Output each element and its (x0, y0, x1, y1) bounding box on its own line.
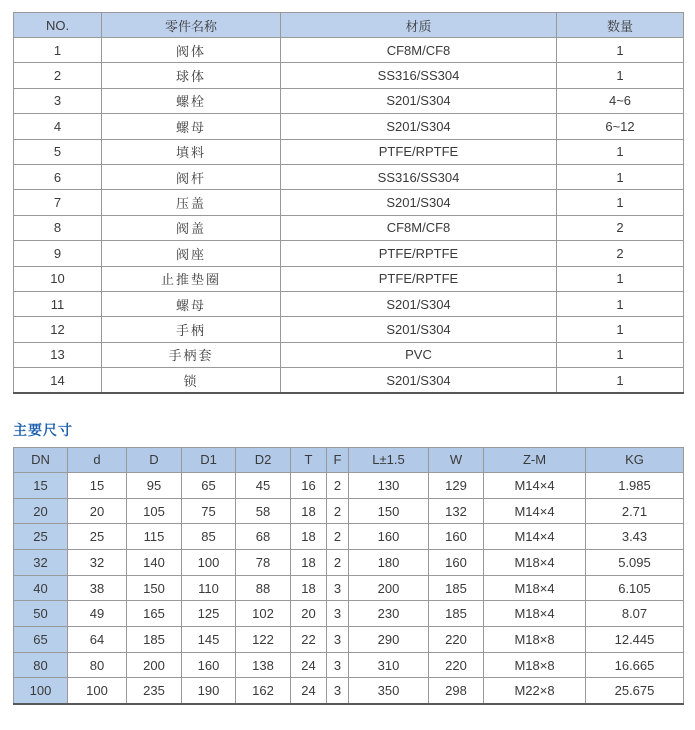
table-cell: 38 (68, 575, 127, 601)
table-cell: 3 (327, 601, 349, 627)
table-cell: 32 (68, 550, 127, 576)
table-cell: 螺栓 (102, 88, 281, 113)
table-cell: 49 (68, 601, 127, 627)
table-cell: 1 (557, 368, 684, 393)
table-cell: 32 (14, 550, 68, 576)
table-cell: 阀盖 (102, 215, 281, 240)
column-header: F (327, 447, 349, 472)
table-cell: 85 (182, 524, 236, 550)
table-cell: 100 (14, 678, 68, 704)
table-cell: 15 (68, 472, 127, 498)
table-cell: 3 (14, 88, 102, 113)
table-cell: 2 (327, 550, 349, 576)
table-row (14, 215, 684, 240)
table-cell: 140 (127, 550, 182, 576)
table-cell: M18×4 (484, 575, 586, 601)
table-cell: 9 (14, 241, 102, 266)
table-cell: SS316/SS304 (281, 63, 557, 88)
table-cell: 3 (327, 652, 349, 678)
table-cell: 162 (236, 678, 291, 704)
table-row (14, 652, 684, 678)
column-header: D2 (236, 447, 291, 472)
table-cell: 20 (291, 601, 327, 627)
table-cell: 16 (291, 472, 327, 498)
table-cell: M14×4 (484, 498, 586, 524)
table-cell: 6 (14, 164, 102, 189)
table-cell: 145 (182, 627, 236, 653)
table-row (14, 342, 684, 367)
column-header: NO. (14, 13, 102, 38)
column-header: DN (14, 447, 68, 472)
table-cell: 8.07 (586, 601, 684, 627)
table-cell: 2 (327, 498, 349, 524)
column-header: L±1.5 (349, 447, 429, 472)
table-cell: 1 (557, 38, 684, 63)
table-row (14, 164, 684, 189)
table-row (14, 190, 684, 215)
table-cell: 180 (349, 550, 429, 576)
column-header: T (291, 447, 327, 472)
table-cell: 24 (291, 652, 327, 678)
table-row (14, 678, 684, 704)
table-cell: 1 (557, 63, 684, 88)
column-header: 材质 (281, 13, 557, 38)
table-cell: 110 (182, 575, 236, 601)
table-cell: 20 (68, 498, 127, 524)
column-header: D (127, 447, 182, 472)
table-row (14, 63, 684, 88)
table-cell: 螺母 (102, 291, 281, 316)
table-cell: M18×4 (484, 550, 586, 576)
table-cell: 160 (182, 652, 236, 678)
table-cell: 4~6 (557, 88, 684, 113)
table-cell: 手柄套 (102, 342, 281, 367)
table-row (14, 627, 684, 653)
table-cell: 2 (557, 241, 684, 266)
table-cell: M14×4 (484, 472, 586, 498)
table-cell: 65 (14, 627, 68, 653)
table-row (14, 498, 684, 524)
table-cell: 20 (14, 498, 68, 524)
table-cell: M22×8 (484, 678, 586, 704)
table-cell: 298 (429, 678, 484, 704)
table-cell: 122 (236, 627, 291, 653)
table-row (14, 317, 684, 342)
table-cell: 25.675 (586, 678, 684, 704)
table-cell: 2 (327, 524, 349, 550)
table-cell: 80 (68, 652, 127, 678)
table-cell: M18×8 (484, 652, 586, 678)
column-header: D1 (182, 447, 236, 472)
table-cell: S201/S304 (281, 190, 557, 215)
table-cell: 160 (429, 524, 484, 550)
dimensions-section-title: 主要尺寸 (13, 421, 73, 438)
table-cell: 3.43 (586, 524, 684, 550)
table-cell: 58 (236, 498, 291, 524)
table-cell: 18 (291, 550, 327, 576)
table-cell: 3 (327, 627, 349, 653)
table-cell: 105 (127, 498, 182, 524)
table-cell: 200 (349, 575, 429, 601)
table-cell: 1 (557, 164, 684, 189)
table-cell: 95 (127, 472, 182, 498)
column-header: d (68, 447, 127, 472)
table-cell: 100 (68, 678, 127, 704)
table-cell: 165 (127, 601, 182, 627)
table-cell: 1 (557, 342, 684, 367)
table-row (14, 291, 684, 316)
table-cell: 22 (291, 627, 327, 653)
table-cell: 球体 (102, 63, 281, 88)
table-cell: 24 (291, 678, 327, 704)
table-row (14, 38, 684, 63)
table-cell: M14×4 (484, 524, 586, 550)
column-header: 零件名称 (102, 13, 281, 38)
header-row (14, 13, 684, 38)
table-cell: 18 (291, 498, 327, 524)
table-cell: 25 (14, 524, 68, 550)
table-cell: 88 (236, 575, 291, 601)
table-cell: 200 (127, 652, 182, 678)
table-cell: 25 (68, 524, 127, 550)
table-cell: 132 (429, 498, 484, 524)
table-cell: S201/S304 (281, 114, 557, 139)
table-cell: 3 (327, 678, 349, 704)
table-cell: 125 (182, 601, 236, 627)
table-cell: 锁 (102, 368, 281, 393)
table-cell: 160 (349, 524, 429, 550)
table-cell: 65 (182, 472, 236, 498)
table-cell: M18×8 (484, 627, 586, 653)
table-cell: 185 (429, 575, 484, 601)
table-cell: 螺母 (102, 114, 281, 139)
table-cell: 150 (127, 575, 182, 601)
table-cell: 50 (14, 601, 68, 627)
table-cell: 40 (14, 575, 68, 601)
table-cell: 310 (349, 652, 429, 678)
table-cell: 129 (429, 472, 484, 498)
table-row (14, 472, 684, 498)
table-cell: PVC (281, 342, 557, 367)
table-cell: 2 (557, 215, 684, 240)
table-cell: 阀座 (102, 241, 281, 266)
table-cell: 13 (14, 342, 102, 367)
table-cell: 16.665 (586, 652, 684, 678)
main-dimensions-table (13, 447, 684, 705)
table-cell: 130 (349, 472, 429, 498)
table-cell: 止推垫圈 (102, 266, 281, 291)
table-cell: 1.985 (586, 472, 684, 498)
table-cell: 190 (182, 678, 236, 704)
table-cell: 185 (429, 601, 484, 627)
table-cell: PTFE/RPTFE (281, 266, 557, 291)
table-cell: 12 (14, 317, 102, 342)
table-cell: M18×4 (484, 601, 586, 627)
table-cell: 68 (236, 524, 291, 550)
table-cell: 阀杆 (102, 164, 281, 189)
table-cell: 80 (14, 652, 68, 678)
table-row (14, 524, 684, 550)
header-row (14, 447, 684, 472)
table-cell: S201/S304 (281, 317, 557, 342)
table-cell: PTFE/RPTFE (281, 241, 557, 266)
column-header: 数量 (557, 13, 684, 38)
table-cell: 150 (349, 498, 429, 524)
table-cell: 75 (182, 498, 236, 524)
table-cell: 1 (14, 38, 102, 63)
table-cell: 45 (236, 472, 291, 498)
table-cell: 1 (557, 291, 684, 316)
table-cell: 230 (349, 601, 429, 627)
table-cell: 6~12 (557, 114, 684, 139)
table-cell: SS316/SS304 (281, 164, 557, 189)
table-cell: 1 (557, 266, 684, 291)
table-cell: 350 (349, 678, 429, 704)
column-header: KG (586, 447, 684, 472)
table-cell: S201/S304 (281, 368, 557, 393)
table-cell: 14 (14, 368, 102, 393)
table-row (14, 88, 684, 113)
table-cell: 6.105 (586, 575, 684, 601)
table-cell: 填料 (102, 139, 281, 164)
table-cell: 手柄 (102, 317, 281, 342)
table-cell: PTFE/RPTFE (281, 139, 557, 164)
table-cell: 15 (14, 472, 68, 498)
table-cell: 4 (14, 114, 102, 139)
table-row (14, 550, 684, 576)
table-cell: 3 (327, 575, 349, 601)
table-row (14, 368, 684, 393)
table-row (14, 601, 684, 627)
column-header: Z-M (484, 447, 586, 472)
table-cell: 8 (14, 215, 102, 240)
table-cell: 2 (14, 63, 102, 88)
table-cell: 阀体 (102, 38, 281, 63)
table-cell: 11 (14, 291, 102, 316)
table-cell: 2 (327, 472, 349, 498)
table-cell: 1 (557, 190, 684, 215)
table-row (14, 139, 684, 164)
table-cell: CF8M/CF8 (281, 38, 557, 63)
table-cell: 102 (236, 601, 291, 627)
table-cell: 138 (236, 652, 291, 678)
table-cell: CF8M/CF8 (281, 215, 557, 240)
column-header: W (429, 447, 484, 472)
table-cell: 5 (14, 139, 102, 164)
table-cell: 1 (557, 317, 684, 342)
table-cell: 1 (557, 139, 684, 164)
table-cell: 64 (68, 627, 127, 653)
table-cell: 18 (291, 575, 327, 601)
table-row (14, 241, 684, 266)
table-cell: 290 (349, 627, 429, 653)
table-cell: 160 (429, 550, 484, 576)
table-cell: S201/S304 (281, 291, 557, 316)
table-row (14, 575, 684, 601)
table-cell: 78 (236, 550, 291, 576)
table-cell: 10 (14, 266, 102, 291)
table-cell: 220 (429, 627, 484, 653)
table-row (14, 266, 684, 291)
table-cell: 12.445 (586, 627, 684, 653)
table-cell: 5.095 (586, 550, 684, 576)
table-cell: 2.71 (586, 498, 684, 524)
table-row (14, 114, 684, 139)
table-cell: 235 (127, 678, 182, 704)
table-cell: S201/S304 (281, 88, 557, 113)
table-cell: 185 (127, 627, 182, 653)
table-cell: 7 (14, 190, 102, 215)
table-cell: 100 (182, 550, 236, 576)
table-cell: 220 (429, 652, 484, 678)
table-cell: 18 (291, 524, 327, 550)
table-cell: 115 (127, 524, 182, 550)
parts-materials-table (13, 12, 684, 394)
table-cell: 压盖 (102, 190, 281, 215)
